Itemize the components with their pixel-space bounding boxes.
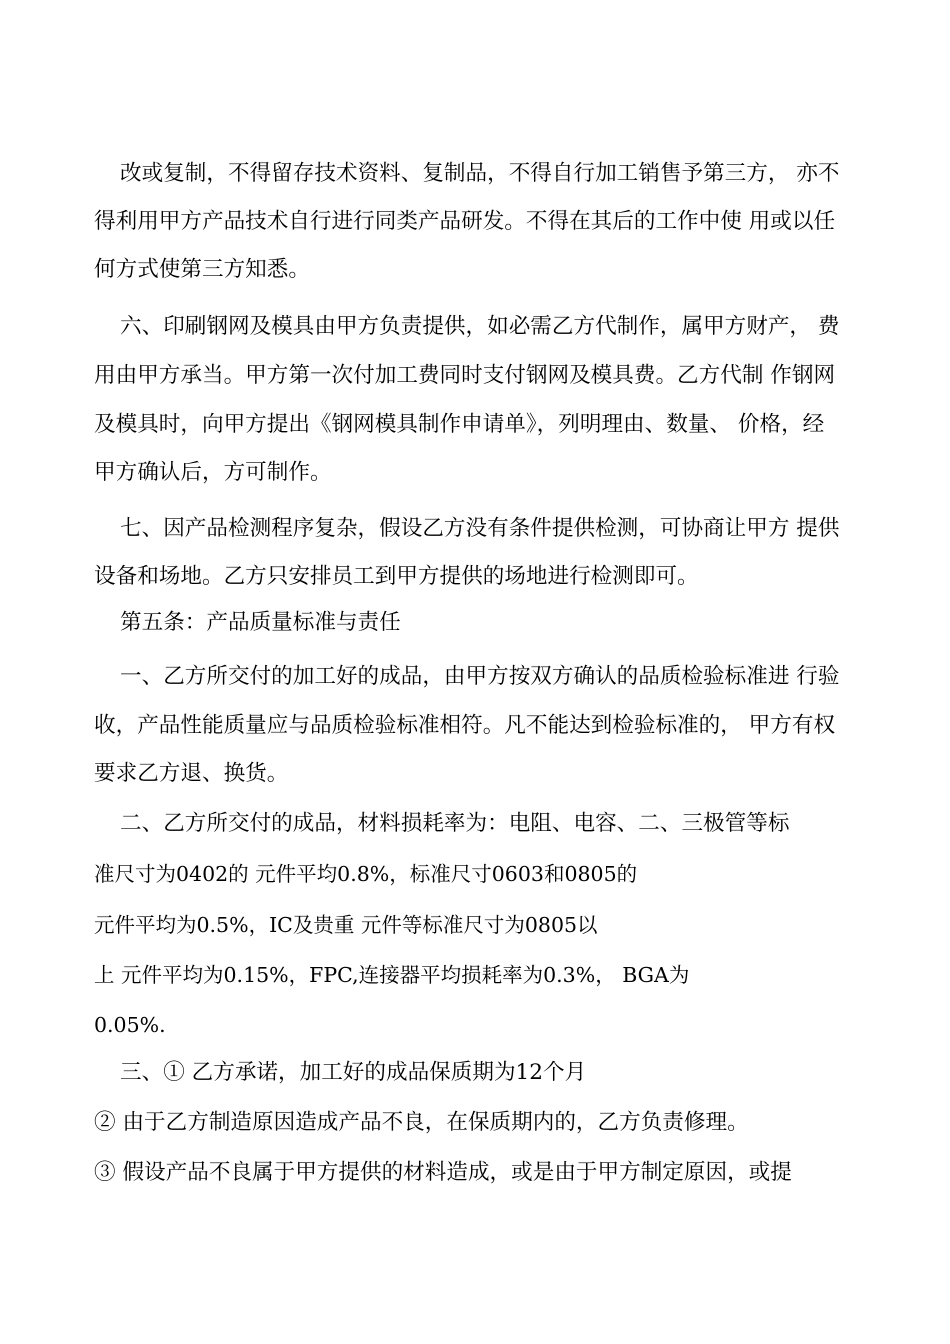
- text-line: 三、① 乙方承诺，加工好的成品保质期为12个月: [120, 1060, 587, 1085]
- text-line: 上 元件平均为0.15%，FPC,连接器平均损耗率为0.3%， BGA为: [94, 963, 690, 987]
- text-line: 改或复制，不得留存技术资料、复制品，不得自行加工销售予第三方， 亦不: [120, 161, 840, 186]
- text-line: ② 由于乙方制造原因造成产品不良，在保质期内的，乙方负责修理。: [94, 1110, 749, 1135]
- text-line: 要求乙方退、换货。: [94, 761, 289, 786]
- text-line: 设备和场地。乙方只安排员工到甲方提供的场地进行检测即可。: [94, 564, 699, 589]
- text-line: 0.05%.: [94, 1013, 166, 1037]
- text-line: 七、因产品检测程序复杂，假设乙方没有条件提供检测，可协商让甲方 提供: [120, 516, 840, 541]
- text-line: 一、乙方所交付的加工好的成品，由甲方按双方确认的品质检验标准进 行验: [120, 664, 840, 689]
- text-line: ③ 假设产品不良属于甲方提供的材料造成，或是由于甲方制定原因，或提: [94, 1160, 792, 1185]
- text-line: 元件平均为0.5%，IC及贵重 元件等标准尺寸为0805以: [94, 913, 598, 937]
- text-line: 得利用甲方产品技术自行进行同类产品研发。不得在其后的工作中使 用或以任: [94, 209, 836, 234]
- text-line: 收，产品性能质量应与品质检验标准相符。凡不能达到检验标准的， 甲方有权: [94, 713, 836, 738]
- text-line: 用由甲方承当。甲方第一次付加工费同时支付钢网及模具费。乙方代制 作钢网: [94, 363, 836, 388]
- text-line: 及模具时，向甲方提出《钢网模具制作申请单》，列明理由、数量、 价格，经: [94, 412, 825, 437]
- text-line: 甲方确认后，方可制作。: [94, 460, 332, 485]
- text-line: 准尺寸为0402的 元件平均0.8%，标准尺寸0603和0805的: [94, 862, 638, 886]
- text-line: 六、印刷钢网及模具由甲方负责提供，如必需乙方代制作，属甲方财产， 费: [120, 314, 840, 339]
- text-line: 二、乙方所交付的成品，材料损耗率为：电阻、电容、二、三极管等标: [120, 811, 790, 836]
- section-heading: 第五条：产品质量标准与责任: [120, 610, 401, 635]
- text-line: 何方式使第三方知悉。: [94, 257, 310, 282]
